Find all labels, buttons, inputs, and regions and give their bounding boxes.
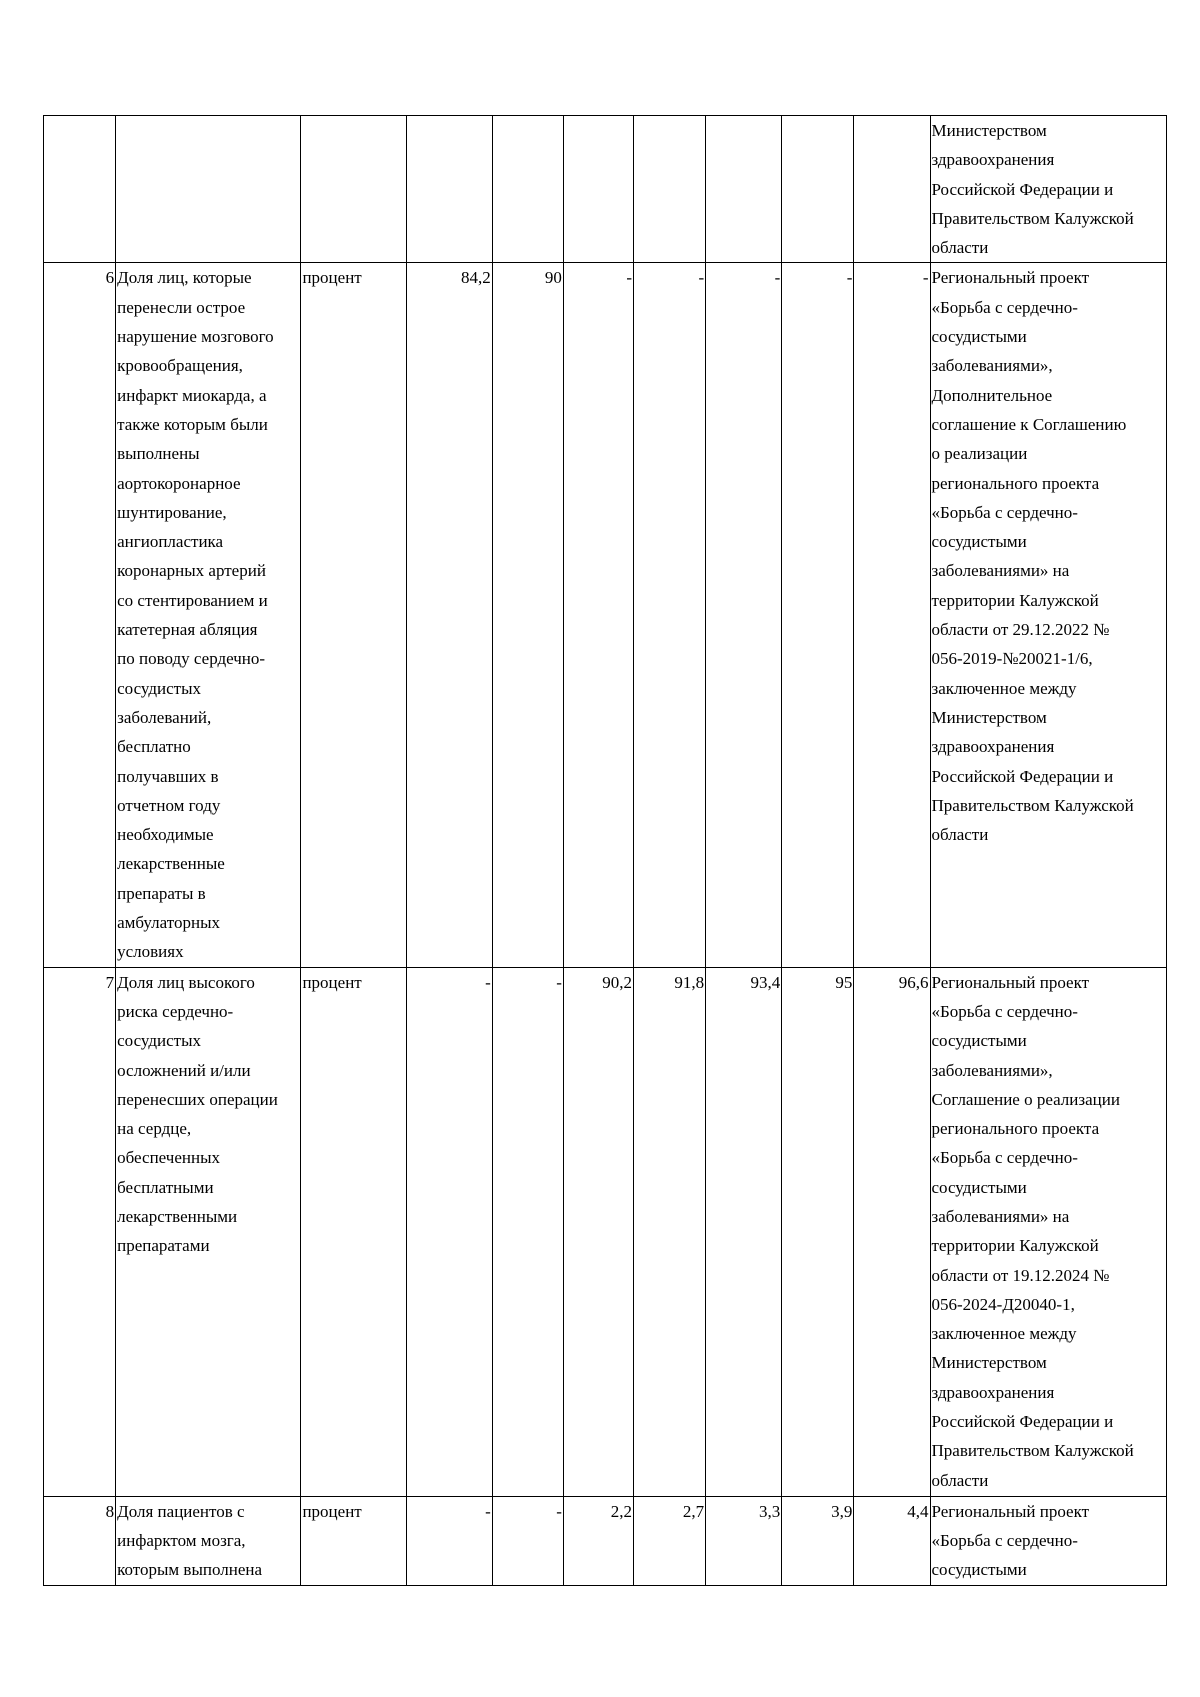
table-row	[44, 116, 1167, 263]
value-cell	[492, 116, 563, 263]
value-cell	[706, 116, 782, 263]
basis-cell: Региональный проект «Борьба с сердечно- сосудистыми заболеваниями», Дополнительное соглашение к Соглашению о реализации регионального проекта «Борьба с сердечно- сосудистыми заболеваниями» на территории Калужской области от 29.12.2022 № 056-2019-№20021-1/6, заключенное между Министерством здравоохранения Российской Федерации и Правительством Калужской области	[930, 263, 1167, 967]
indicators-table	[43, 115, 1167, 1586]
value-cell	[782, 116, 854, 263]
value-cell: -	[492, 1496, 563, 1585]
value-cell: -	[406, 1496, 492, 1585]
value-cell: 93,4	[706, 967, 782, 1496]
value-cell: 3,9	[782, 1496, 854, 1585]
value-cell: 2,2	[563, 1496, 633, 1585]
value-cell: -	[492, 967, 563, 1496]
value-cell: 95	[782, 967, 854, 1496]
value-cell	[854, 116, 930, 263]
unit-cell: процент	[301, 263, 406, 967]
indicator-name: Доля пациентов с инфарктом мозга, которым выполнена	[116, 1496, 301, 1585]
value-cell: 96,6	[854, 967, 930, 1496]
unit-cell: процент	[301, 967, 406, 1496]
value-cell: 3,3	[706, 1496, 782, 1585]
value-cell: -	[634, 263, 706, 967]
basis-cell: Министерством здравоохранения Российской Федерации и Правительством Калужской области	[930, 116, 1167, 263]
basis-cell: Региональный проект «Борьба с сердечно- сосудистыми	[930, 1496, 1167, 1585]
unit-cell	[301, 116, 406, 263]
basis-cell: Региональный проект «Борьба с сердечно- сосудистыми заболеваниями», Соглашение о реализации регионального проекта «Борьба с сердечно- сосудистыми заболеваниями» на территории Калужской области от 19.12.2024 № 056-2024-Д20040-1, заключенное между Министерством здравоохранения Российской Федерации и Правительством Калужской области	[930, 967, 1167, 1496]
row-number	[44, 116, 116, 263]
value-cell: 91,8	[634, 967, 706, 1496]
table-row	[44, 1496, 1167, 1585]
indicator-name: Доля лиц, которые перенесли острое нарушение мозгового кровообращения, инфаркт миокарда, а также которым были выполнены аортокоронарное шунтирование, ангиопластика коронарных артерий со стентированием и катетерная абляция по поводу сердечно- сосудистых заболеваний, бесплатно получавших в отчетном году необходимые лекарственные препараты в амбулаторных условиях	[116, 263, 301, 967]
unit-cell: процент	[301, 1496, 406, 1585]
value-cell: -	[706, 263, 782, 967]
row-number: 7	[44, 967, 116, 1496]
value-cell: -	[406, 967, 492, 1496]
value-cell: 2,7	[634, 1496, 706, 1585]
value-cell: 84,2	[406, 263, 492, 967]
table-row	[44, 967, 1167, 1496]
row-number: 8	[44, 1496, 116, 1585]
table-row	[44, 263, 1167, 967]
indicator-name	[116, 116, 301, 263]
value-cell: 4,4	[854, 1496, 930, 1585]
value-cell: 90,2	[563, 967, 633, 1496]
value-cell	[406, 116, 492, 263]
value-cell	[563, 116, 633, 263]
value-cell	[634, 116, 706, 263]
indicator-name: Доля лиц высокого риска сердечно- сосудистых осложнений и/или перенесших операции на сердце, обеспеченных бесплатными лекарственными препаратами	[116, 967, 301, 1496]
value-cell: -	[854, 263, 930, 967]
value-cell: -	[563, 263, 633, 967]
value-cell: 90	[492, 263, 563, 967]
value-cell: -	[782, 263, 854, 967]
row-number: 6	[44, 263, 116, 967]
